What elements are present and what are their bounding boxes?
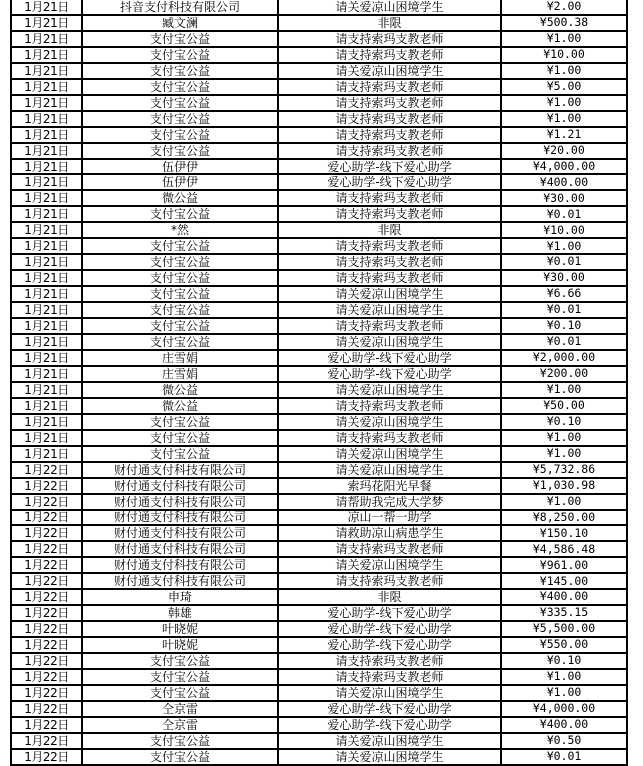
cell-purpose[interactable]: 请支持索玛支教老师 xyxy=(279,431,502,447)
cell-amount[interactable]: ¥1.00 xyxy=(502,495,628,511)
cell-amount[interactable]: ¥400.00 xyxy=(502,175,628,191)
cell-donor[interactable]: 支付宝公益 xyxy=(83,64,279,80)
cell-date[interactable]: 1月21日 xyxy=(12,255,83,271)
cell-amount[interactable]: ¥30.00 xyxy=(502,191,628,207)
cell-date[interactable]: 1月22日 xyxy=(12,542,83,558)
cell-date[interactable]: 1月21日 xyxy=(12,0,83,16)
cell-amount[interactable]: ¥0.01 xyxy=(502,207,628,223)
cell-amount[interactable]: ¥50.00 xyxy=(502,399,628,415)
cell-donor[interactable]: *然 xyxy=(83,223,279,239)
cell-donor[interactable]: 支付宝公益 xyxy=(83,686,279,702)
cell-donor[interactable]: 支付宝公益 xyxy=(83,128,279,144)
cell-donor[interactable]: 微公益 xyxy=(83,191,279,207)
cell-amount[interactable]: ¥4,000.00 xyxy=(502,702,628,718)
cell-purpose[interactable]: 请关爱凉山困境学生 xyxy=(279,303,502,319)
cell-date[interactable]: 1月22日 xyxy=(12,463,83,479)
donation-table xyxy=(10,0,630,766)
cell-date[interactable]: 1月21日 xyxy=(12,303,83,319)
cell-date[interactable]: 1月21日 xyxy=(12,64,83,80)
cell-donor[interactable]: 叶晓妮 xyxy=(83,638,279,654)
cell-donor[interactable]: 仝京雷 xyxy=(83,718,279,734)
cell-date[interactable]: 1月21日 xyxy=(12,128,83,144)
cell-purpose[interactable]: 请支持索玛支教老师 xyxy=(279,32,502,48)
cell-purpose[interactable]: 请关爱凉山困境学生 xyxy=(279,750,502,766)
cell-donor[interactable]: 抖音支付科技有限公司 xyxy=(83,0,279,16)
cell-purpose[interactable]: 请支持索玛支教老师 xyxy=(279,207,502,223)
cell-date[interactable]: 1月22日 xyxy=(12,606,83,622)
cell-amount[interactable]: ¥1.00 xyxy=(502,431,628,447)
cell-purpose[interactable]: 非限 xyxy=(279,16,502,32)
cell-donor[interactable]: 支付宝公益 xyxy=(83,734,279,750)
cell-amount[interactable]: ¥1.00 xyxy=(502,670,628,686)
cell-donor[interactable]: 支付宝公益 xyxy=(83,112,279,128)
cell-amount[interactable]: ¥0.10 xyxy=(502,319,628,335)
cell-donor[interactable]: 申琦 xyxy=(83,590,279,606)
cell-date[interactable]: 1月22日 xyxy=(12,590,83,606)
cell-date[interactable]: 1月22日 xyxy=(12,686,83,702)
cell-date[interactable]: 1月22日 xyxy=(12,526,83,542)
cell-purpose[interactable]: 请关爱凉山困境学生 xyxy=(279,558,502,574)
cell-amount[interactable]: ¥30.00 xyxy=(502,271,628,287)
cell-amount[interactable]: ¥2.00 xyxy=(502,0,628,16)
cell-donor[interactable]: 财付通支付科技有限公司 xyxy=(83,526,279,542)
cell-date[interactable]: 1月22日 xyxy=(12,511,83,527)
cell-amount[interactable]: ¥4,586.48 xyxy=(502,542,628,558)
cell-donor[interactable]: 支付宝公益 xyxy=(83,48,279,64)
cell-date[interactable]: 1月22日 xyxy=(12,638,83,654)
cell-date[interactable]: 1月21日 xyxy=(12,48,83,64)
cell-date[interactable]: 1月21日 xyxy=(12,239,83,255)
cell-donor[interactable]: 支付宝公益 xyxy=(83,80,279,96)
cell-purpose[interactable]: 请支持索玛支教老师 xyxy=(279,670,502,686)
cell-purpose[interactable]: 请支持索玛支教老师 xyxy=(279,96,502,112)
cell-date[interactable]: 1月21日 xyxy=(12,160,83,176)
cell-purpose[interactable]: 请关爱凉山困境学生 xyxy=(279,734,502,750)
cell-purpose[interactable]: 爱心助学-线下爱心助学 xyxy=(279,702,502,718)
cell-purpose[interactable]: 请关爱凉山困境学生 xyxy=(279,383,502,399)
cell-amount[interactable]: ¥550.00 xyxy=(502,638,628,654)
cell-donor[interactable]: 韩雄 xyxy=(83,606,279,622)
cell-donor[interactable]: 支付宝公益 xyxy=(83,670,279,686)
cell-donor[interactable]: 微公益 xyxy=(83,399,279,415)
cell-date[interactable]: 1月21日 xyxy=(12,335,83,351)
cell-donor[interactable]: 支付宝公益 xyxy=(83,239,279,255)
cell-amount[interactable]: ¥10.00 xyxy=(502,223,628,239)
cell-donor[interactable]: 支付宝公益 xyxy=(83,207,279,223)
cell-purpose[interactable]: 请支持索玛支教老师 xyxy=(279,80,502,96)
cell-donor[interactable]: 臧文澜 xyxy=(83,16,279,32)
cell-date[interactable]: 1月21日 xyxy=(12,16,83,32)
cell-amount[interactable]: ¥1.00 xyxy=(502,239,628,255)
cell-date[interactable]: 1月21日 xyxy=(12,383,83,399)
cell-purpose[interactable]: 请关爱凉山困境学生 xyxy=(279,64,502,80)
cell-date[interactable]: 1月21日 xyxy=(12,191,83,207)
cell-purpose[interactable]: 请支持索玛支教老师 xyxy=(279,271,502,287)
cell-donor[interactable]: 财付通支付科技有限公司 xyxy=(83,511,279,527)
cell-date[interactable]: 1月21日 xyxy=(12,207,83,223)
cell-amount[interactable]: ¥0.10 xyxy=(502,415,628,431)
cell-date[interactable]: 1月22日 xyxy=(12,654,83,670)
cell-date[interactable]: 1月21日 xyxy=(12,271,83,287)
cell-date[interactable]: 1月22日 xyxy=(12,702,83,718)
cell-amount[interactable]: ¥1.21 xyxy=(502,128,628,144)
cell-donor[interactable]: 支付宝公益 xyxy=(83,750,279,766)
cell-purpose[interactable]: 请关爱凉山困境学生 xyxy=(279,447,502,463)
cell-donor[interactable]: 财付通支付科技有限公司 xyxy=(83,558,279,574)
cell-amount[interactable]: ¥961.00 xyxy=(502,558,628,574)
cell-purpose[interactable]: 请关爱凉山困境学生 xyxy=(279,335,502,351)
cell-purpose[interactable]: 请支持索玛支教老师 xyxy=(279,191,502,207)
cell-purpose[interactable]: 请支持索玛支教老师 xyxy=(279,128,502,144)
cell-amount[interactable]: ¥2,000.00 xyxy=(502,351,628,367)
cell-date[interactable]: 1月22日 xyxy=(12,750,83,766)
cell-donor[interactable]: 支付宝公益 xyxy=(83,96,279,112)
cell-date[interactable]: 1月21日 xyxy=(12,415,83,431)
cell-donor[interactable]: 支付宝公益 xyxy=(83,431,279,447)
cell-donor[interactable]: 支付宝公益 xyxy=(83,415,279,431)
cell-amount[interactable]: ¥4,000.00 xyxy=(502,160,628,176)
cell-amount[interactable]: ¥1.00 xyxy=(502,32,628,48)
cell-amount[interactable]: ¥200.00 xyxy=(502,367,628,383)
cell-amount[interactable]: ¥1.00 xyxy=(502,96,628,112)
cell-purpose[interactable]: 请关爱凉山困境学生 xyxy=(279,287,502,303)
cell-purpose[interactable]: 请帮助我完成大学梦 xyxy=(279,495,502,511)
cell-purpose[interactable]: 请关爱凉山困境学生 xyxy=(279,415,502,431)
cell-purpose[interactable]: 请支持索玛支教老师 xyxy=(279,144,502,160)
cell-amount[interactable]: ¥400.00 xyxy=(502,718,628,734)
cell-amount[interactable]: ¥145.00 xyxy=(502,574,628,590)
cell-donor[interactable]: 财付通支付科技有限公司 xyxy=(83,574,279,590)
cell-donor[interactable]: 支付宝公益 xyxy=(83,271,279,287)
cell-purpose[interactable]: 请支持索玛支教老师 xyxy=(279,239,502,255)
cell-purpose[interactable]: 凉山一帮一助学 xyxy=(279,511,502,527)
cell-amount[interactable]: ¥0.01 xyxy=(502,750,628,766)
cell-date[interactable]: 1月21日 xyxy=(12,80,83,96)
cell-donor[interactable]: 支付宝公益 xyxy=(83,654,279,670)
cell-donor[interactable]: 支付宝公益 xyxy=(83,319,279,335)
cell-donor[interactable]: 微公益 xyxy=(83,383,279,399)
cell-donor[interactable]: 财付通支付科技有限公司 xyxy=(83,463,279,479)
cell-amount[interactable]: ¥1,030.98 xyxy=(502,479,628,495)
cell-date[interactable]: 1月21日 xyxy=(12,399,83,415)
cell-amount[interactable]: ¥6.66 xyxy=(502,287,628,303)
cell-purpose[interactable]: 索玛花阳光早餐 xyxy=(279,479,502,495)
cell-amount[interactable]: ¥150.10 xyxy=(502,526,628,542)
cell-date[interactable]: 1月21日 xyxy=(12,351,83,367)
cell-date[interactable]: 1月21日 xyxy=(12,32,83,48)
cell-date[interactable]: 1月22日 xyxy=(12,558,83,574)
cell-amount[interactable]: ¥8,250.00 xyxy=(502,511,628,527)
cell-amount[interactable]: ¥5.00 xyxy=(502,80,628,96)
cell-purpose[interactable]: 请支持索玛支教老师 xyxy=(279,112,502,128)
cell-date[interactable]: 1月21日 xyxy=(12,287,83,303)
cell-donor[interactable]: 庄雪娟 xyxy=(83,367,279,383)
cell-amount[interactable]: ¥335.15 xyxy=(502,606,628,622)
cell-donor[interactable]: 支付宝公益 xyxy=(83,447,279,463)
cell-donor[interactable]: 支付宝公益 xyxy=(83,335,279,351)
cell-purpose[interactable]: 非限 xyxy=(279,590,502,606)
cell-purpose[interactable]: 请支持索玛支教老师 xyxy=(279,542,502,558)
cell-purpose[interactable]: 请支持索玛支教老师 xyxy=(279,654,502,670)
cell-date[interactable]: 1月22日 xyxy=(12,574,83,590)
cell-donor[interactable]: 庄雪娟 xyxy=(83,351,279,367)
cell-date[interactable]: 1月22日 xyxy=(12,479,83,495)
cell-donor[interactable]: 支付宝公益 xyxy=(83,255,279,271)
cell-amount[interactable]: ¥0.10 xyxy=(502,654,628,670)
cell-amount[interactable]: ¥10.00 xyxy=(502,48,628,64)
cell-donor[interactable]: 财付通支付科技有限公司 xyxy=(83,542,279,558)
cell-donor[interactable]: 支付宝公益 xyxy=(83,287,279,303)
cell-purpose[interactable]: 爱心助学-线下爱心助学 xyxy=(279,160,502,176)
cell-date[interactable]: 1月22日 xyxy=(12,734,83,750)
cell-donor[interactable]: 仝京雷 xyxy=(83,702,279,718)
cell-amount[interactable]: ¥0.01 xyxy=(502,335,628,351)
cell-purpose[interactable]: 请支持索玛支教老师 xyxy=(279,48,502,64)
cell-amount[interactable]: ¥1.00 xyxy=(502,64,628,80)
cell-donor[interactable]: 支付宝公益 xyxy=(83,303,279,319)
cell-donor[interactable]: 财付通支付科技有限公司 xyxy=(83,495,279,511)
cell-purpose[interactable]: 爱心助学-线下爱心助学 xyxy=(279,718,502,734)
cell-date[interactable]: 1月21日 xyxy=(12,96,83,112)
cell-date[interactable]: 1月21日 xyxy=(12,319,83,335)
cell-purpose[interactable]: 请支持索玛支教老师 xyxy=(279,319,502,335)
cell-purpose[interactable]: 请支持索玛支教老师 xyxy=(279,399,502,415)
cell-donor[interactable]: 叶晓妮 xyxy=(83,622,279,638)
cell-date[interactable]: 1月21日 xyxy=(12,367,83,383)
cell-donor[interactable]: 财付通支付科技有限公司 xyxy=(83,479,279,495)
cell-purpose[interactable]: 爱心助学-线下爱心助学 xyxy=(279,638,502,654)
cell-amount[interactable]: ¥5,500.00 xyxy=(502,622,628,638)
cell-date[interactable]: 1月21日 xyxy=(12,112,83,128)
cell-purpose[interactable]: 爱心助学-线下爱心助学 xyxy=(279,622,502,638)
cell-purpose[interactable]: 请关爱凉山困境学生 xyxy=(279,463,502,479)
cell-purpose[interactable]: 非限 xyxy=(279,223,502,239)
cell-amount[interactable]: ¥5,732.86 xyxy=(502,463,628,479)
cell-purpose[interactable]: 爱心助学-线下爱心助学 xyxy=(279,175,502,191)
cell-date[interactable]: 1月21日 xyxy=(12,223,83,239)
cell-purpose[interactable]: 爱心助学-线下爱心助学 xyxy=(279,606,502,622)
cell-date[interactable]: 1月22日 xyxy=(12,622,83,638)
cell-donor[interactable]: 支付宝公益 xyxy=(83,144,279,160)
cell-amount[interactable]: ¥0.50 xyxy=(502,734,628,750)
cell-date[interactable]: 1月21日 xyxy=(12,144,83,160)
cell-amount[interactable]: ¥1.00 xyxy=(502,112,628,128)
cell-amount[interactable]: ¥1.00 xyxy=(502,686,628,702)
cell-amount[interactable]: ¥20.00 xyxy=(502,144,628,160)
cell-date[interactable]: 1月21日 xyxy=(12,447,83,463)
cell-amount[interactable]: ¥500.38 xyxy=(502,16,628,32)
cell-amount[interactable]: ¥400.00 xyxy=(502,590,628,606)
cell-donor[interactable]: 伍伊伊 xyxy=(83,160,279,176)
cell-date[interactable]: 1月22日 xyxy=(12,718,83,734)
cell-purpose[interactable]: 爱心助学-线下爱心助学 xyxy=(279,351,502,367)
cell-date[interactable]: 1月21日 xyxy=(12,175,83,191)
cell-purpose[interactable]: 请关爱凉山困境学生 xyxy=(279,686,502,702)
cell-purpose[interactable]: 请支持索玛支教老师 xyxy=(279,255,502,271)
cell-date[interactable]: 1月22日 xyxy=(12,495,83,511)
cell-donor[interactable]: 伍伊伊 xyxy=(83,175,279,191)
cell-amount[interactable]: ¥0.01 xyxy=(502,303,628,319)
cell-purpose[interactable]: 请关爱凉山困境学生 xyxy=(279,0,502,16)
cell-purpose[interactable]: 请支持索玛支教老师 xyxy=(279,574,502,590)
cell-amount[interactable]: ¥1.00 xyxy=(502,383,628,399)
cell-purpose[interactable]: 请救助凉山病患学生 xyxy=(279,526,502,542)
cell-date[interactable]: 1月21日 xyxy=(12,431,83,447)
cell-amount[interactable]: ¥0.01 xyxy=(502,255,628,271)
cell-donor[interactable]: 支付宝公益 xyxy=(83,32,279,48)
cell-purpose[interactable]: 爱心助学-线下爱心助学 xyxy=(279,367,502,383)
cell-amount[interactable]: ¥1.00 xyxy=(502,447,628,463)
cell-date[interactable]: 1月22日 xyxy=(12,670,83,686)
